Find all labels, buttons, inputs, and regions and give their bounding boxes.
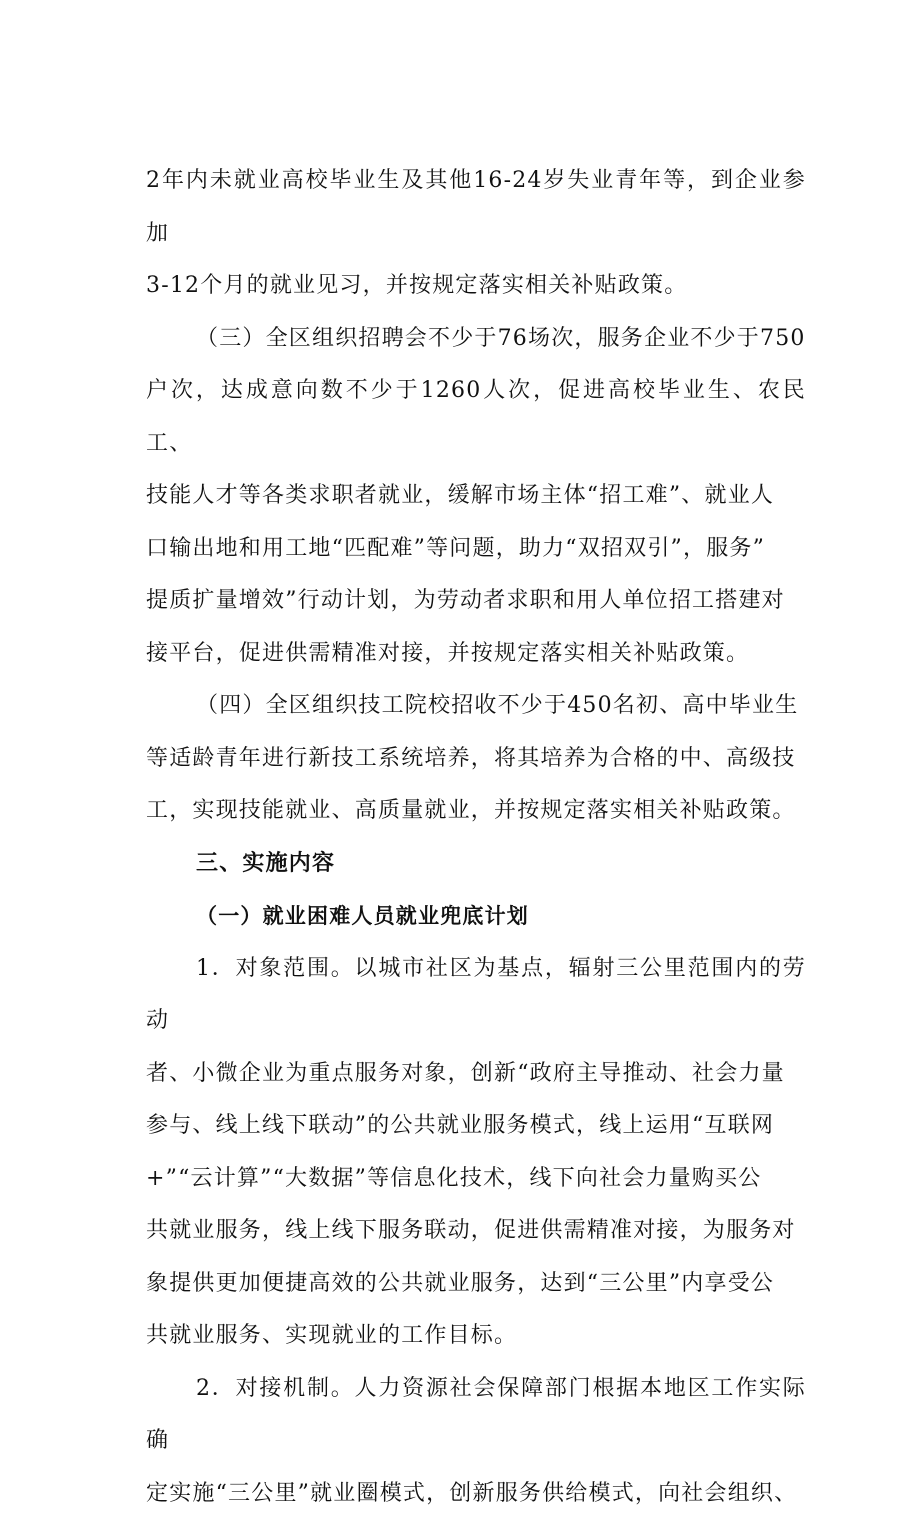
text-line: 2年内未就业高校毕业生及其他16-24岁失业青年等，到企业参加 [146,155,806,260]
text-line: 接平台，促进供需精准对接，并按规定落实相关补贴政策。 [146,628,806,681]
paragraph-job-fairs [146,313,806,681]
text-line: 提质扩量增效”行动计划，为劳动者求职和用人单位招工搭建对 [146,575,806,628]
text-line: 2．对接机制。人力资源社会保障部门根据本地区工作实际确 [146,1363,806,1468]
paragraph-mechanism [146,1363,806,1520]
text-line: 口输出地和用工地“匹配难”等问题，助力“双招双引”，服务” [146,523,806,576]
paragraph-technical-schools [146,680,806,838]
section-heading: 三、实施内容 [146,838,806,891]
text-line: 象提供更加便捷高效的公共就业服务，达到“三公里”内享受公 [146,1258,806,1311]
document-body [146,155,806,1520]
text-line: 工，实现技能就业、高质量就业，并按规定落实相关补贴政策。 [146,785,806,838]
text-line: 户次，达成意向数不少于1260人次，促进高校毕业生、农民工、 [146,365,806,470]
text-line: 1．对象范围。以城市社区为基点，辐射三公里范围内的劳动 [146,943,806,1048]
paragraph-scope [146,943,806,1363]
text-line: 共就业服务，线上线下服务联动，促进供需精准对接，为服务对 [146,1205,806,1258]
subsection-heading: （一）就业困难人员就业兜底计划 [146,890,806,943]
text-line: （三）全区组织招聘会不少于76场次，服务企业不少于750 [146,313,806,366]
text-line: 者、小微企业为重点服务对象，创新“政府主导推动、社会力量 [146,1048,806,1101]
text-line: 参与、线上线下联动”的公共就业服务模式，线上运用“互联网 [146,1100,806,1153]
text-line: 定实施“三公里”就业圈模式，创新服务供给模式，向社会组织、 [146,1468,806,1520]
text-line: +”“云计算”“大数据”等信息化技术，线下向社会力量购买公 [146,1153,806,1206]
text-line: 共就业服务、实现就业的工作目标。 [146,1310,806,1363]
text-line: 3-12个月的就业见习，并按规定落实相关补贴政策。 [146,260,806,313]
paragraph-internship [146,155,806,313]
text-line: 技能人才等各类求职者就业，缓解市场主体“招工难”、就业人 [146,470,806,523]
text-line: 等适龄青年进行新技工系统培养，将其培养为合格的中、高级技 [146,733,806,786]
text-line: （四）全区组织技工院校招收不少于450名初、高中毕业生 [146,680,806,733]
